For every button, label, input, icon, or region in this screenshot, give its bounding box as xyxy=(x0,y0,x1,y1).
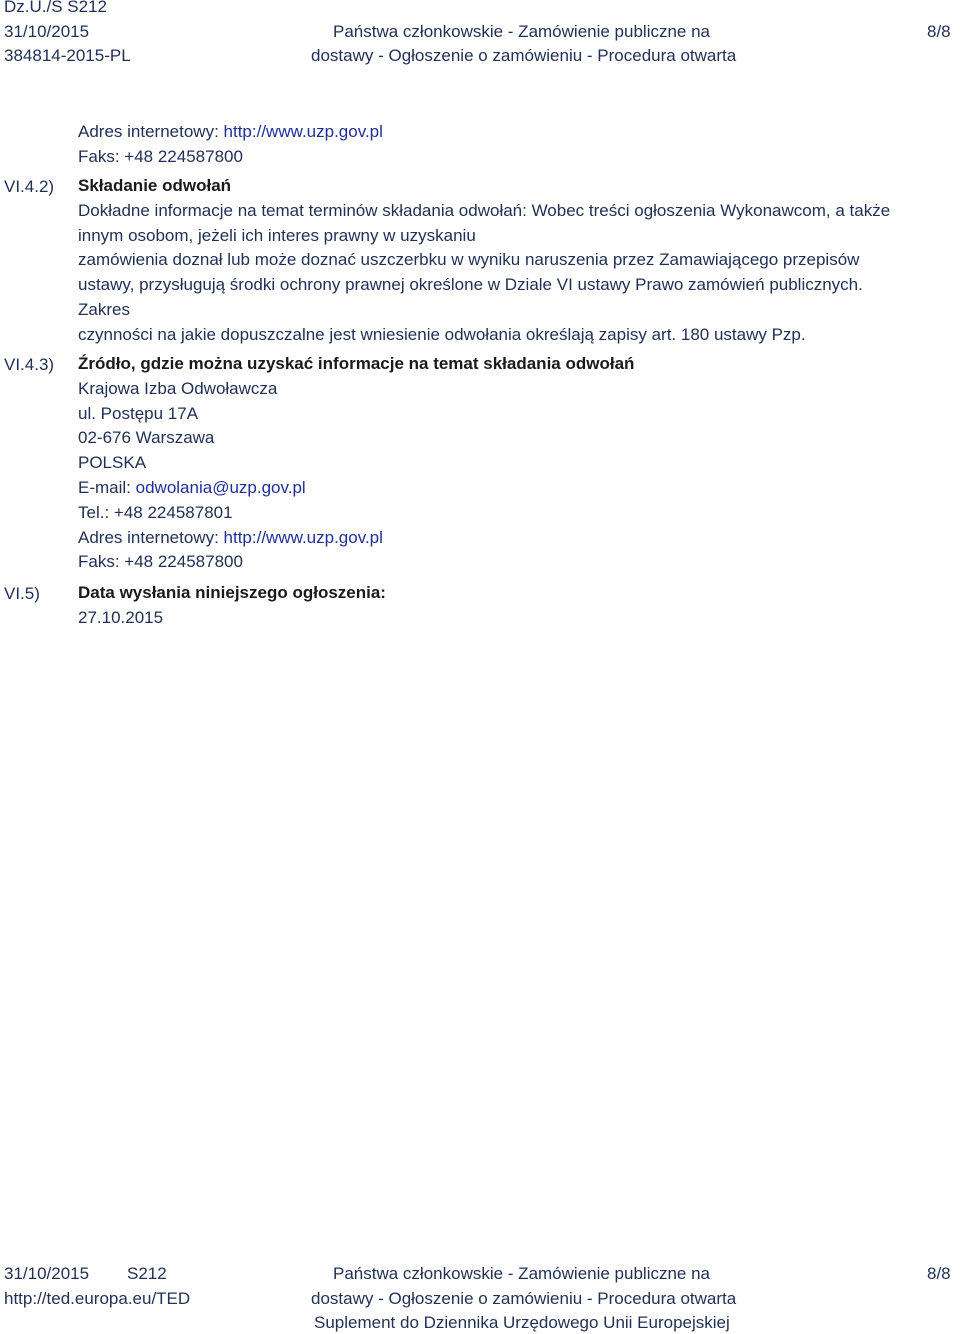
country: POLSKA xyxy=(78,453,147,473)
postal-city: 02-676 Warszawa xyxy=(78,428,215,448)
section-vi42 xyxy=(78,174,948,348)
organisation-name: Krajowa Izba Odwoławcza xyxy=(78,378,278,398)
footer-title-line2: dostawy - Ogłoszenie o zamówieniu - Procedura otwarta xyxy=(311,1289,737,1308)
footer-ted-link[interactable]: http://ted.europa.eu/TED xyxy=(4,1289,191,1308)
section-number-vi42: VI.4.2) xyxy=(4,177,55,196)
web-address-row xyxy=(78,526,948,551)
dispatch-date-title: Data wysłania niniejszego ogłoszenia: xyxy=(78,583,386,602)
web-address-link[interactable]: http://www.uzp.gov.pl xyxy=(223,527,383,547)
email-link[interactable]: odwolania@uzp.gov.pl xyxy=(135,477,306,497)
fax: Faks: +48 224587800 xyxy=(78,552,243,572)
web-address-label: Adres internetowy: xyxy=(78,527,219,547)
header-title-line1: Państwa członkowskie - Zamówienie publiczne na xyxy=(333,22,711,41)
footer-date: 31/10/2015 xyxy=(4,1264,90,1283)
section-vi43 xyxy=(78,352,948,575)
street-address: ul. Postępu 17A xyxy=(78,403,199,423)
section-vi42-line: Dokładne informacje na temat terminów składania odwołań: Wobec treści ogłoszenia Wykonawcom, a także xyxy=(78,200,891,220)
section-vi43-title: Źródło, gdzie można uzyskać informacje na temat składania odwołań xyxy=(78,354,635,373)
header-page-number: 8/8 xyxy=(927,22,951,41)
section-vi42-line: czynności na jakie dopuszczalne jest wniesienie odwołania określają zapisy art. 180 ustawy Pzp. xyxy=(78,324,806,344)
section-vi42-line: innym osobom, jeżeli ich interes prawny w uzyskaniu xyxy=(78,225,476,245)
header-title-line2: dostawy - Ogłoszenie o zamówieniu - Procedura otwarta xyxy=(311,46,737,65)
web-address-label: Adres internetowy: xyxy=(78,122,219,141)
footer-title-line3: Suplement do Dziennika Urzędowego Unii Europejskiej xyxy=(314,1313,730,1332)
section-vi5 xyxy=(78,581,948,631)
footer-issue: S212 xyxy=(127,1264,167,1283)
web-address-link[interactable]: http://www.uzp.gov.pl xyxy=(223,122,383,141)
section-number-vi5: VI.5) xyxy=(4,584,40,603)
section-vi42-line: ustawy, przysługują środki ochrony prawnej określone w Dziale VI ustawy Prawo zamówień publicznych. xyxy=(78,275,863,295)
notice-number: 384814-2015-PL xyxy=(4,46,131,65)
footer-page-number: 8/8 xyxy=(927,1264,951,1283)
section-number-vi43: VI.4.3) xyxy=(4,355,55,374)
section-vi42-line: zamówienia doznał lub może doznać uszczerbku w wyniku naruszenia przez Zamawiającego przepisów xyxy=(78,250,860,270)
top-web-address xyxy=(78,122,383,142)
top-fax: Faks: +48 224587800 xyxy=(78,147,243,166)
header-date: 31/10/2015 xyxy=(4,22,90,41)
section-vi42-line: Zakres xyxy=(78,299,130,319)
footer-title-line1: Państwa członkowskie - Zamówienie publiczne na xyxy=(333,1264,711,1283)
journal-ref: Dz.U./S S212 xyxy=(4,0,107,16)
section-vi42-title: Składanie odwołań xyxy=(78,176,232,195)
telephone: Tel.: +48 224587801 xyxy=(78,502,233,522)
email-row xyxy=(78,476,948,501)
email-label: E-mail: xyxy=(78,477,131,497)
dispatch-date: 27.10.2015 xyxy=(78,607,164,627)
